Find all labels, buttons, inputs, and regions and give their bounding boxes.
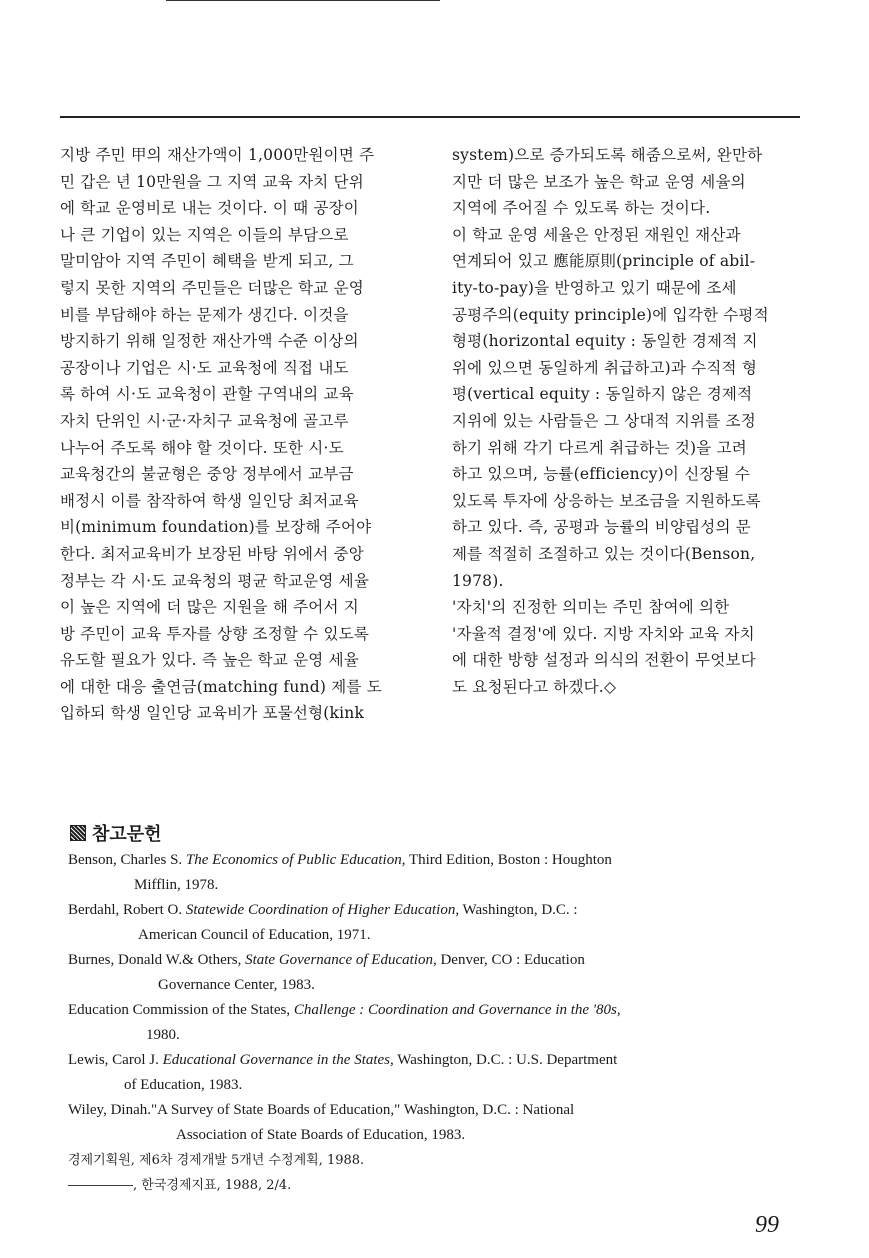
text-line: 도 요청된다고 하겠다.◇: [452, 677, 617, 696]
text-line: 하기 위해 각기 다르게 취급하는 것)을 고려: [452, 438, 747, 457]
text-line: 민 갑은 년 10만원을 그 지역 교육 자치 단위: [60, 172, 364, 191]
text-line: 공장이나 기업은 시·도 교육청에 직접 내도: [60, 358, 349, 377]
text-line: 형평(horizontal equity : 동일한 경제적 지: [452, 332, 758, 351]
text-line: 연계되어 있고 應能原則(principle of abil-: [452, 252, 756, 271]
text-line: 정부는 각 시·도 교육청의 평균 학교운영 세율: [60, 571, 370, 590]
reference-entry-korean: 경제기획원, 제6차 경제개발 5개년 수정계획, 1988.: [68, 1153, 365, 1168]
text-line: 하고 있으며, 능률(efficiency)이 신장될 수: [452, 465, 751, 484]
reference-entry: Education Commission of the States, Challenge : Coordination and Governance in the '80s, 1980.: [68, 1002, 621, 1043]
text-line: ity-to-pay)을 반영하고 있기 때문에 조세: [452, 278, 737, 297]
reference-entry: Lewis, Carol J. Educational Governance in the States, Washington, D.C. : U.S. Department of Education, 1983.: [68, 1052, 618, 1093]
text-line: 한다. 최저교육비가 보장된 바탕 위에서 중앙: [60, 544, 364, 563]
text-line: '자율적 결정'에 있다. 지방 자치와 교육 자치: [452, 624, 755, 643]
right-column: [452, 142, 800, 700]
left-column: [60, 142, 408, 727]
text-line: 입하되 학생 일인당 교육비가 포물선형(kink: [60, 704, 365, 723]
text-line: 배정시 이를 참작하여 학생 일인당 최저교육: [60, 491, 359, 510]
text-line: 렇지 못한 지역의 주민들은 더많은 학교 운영: [60, 278, 364, 297]
text-line: 말미암아 지역 주민이 혜택을 받게 되고, 그: [60, 252, 354, 271]
text-line: 있도록 투자에 상응하는 보조금을 지원하도록: [452, 491, 761, 510]
header-rule: [60, 116, 800, 118]
text-line: 나 큰 기업이 있는 지역은 이들의 부담으로: [60, 225, 349, 244]
text-line: 에 대한 방향 설정과 의식의 전환이 무엇보다: [452, 651, 756, 670]
reference-entry: Berdahl, Robert O. Statewide Coordination of Higher Education, Washington, D.C. : American Council of Education, 1971.: [68, 902, 578, 943]
text-line: 나누어 주도록 해야 할 것이다. 또한 시·도: [60, 438, 344, 457]
text-line: 방 주민이 교육 투자를 상향 조정할 수 있도록: [60, 624, 370, 643]
text-line: 지역에 주어질 수 있도록 하는 것이다.: [452, 199, 711, 218]
text-line: 하고 있다. 즉, 공평과 능률의 비양립성의 문: [452, 518, 751, 537]
text-line: system)으로 증가되도록 해줌으로써, 완만하: [452, 146, 763, 164]
text-line: 비를 부담해야 하는 문제가 생긴다. 이것을: [60, 305, 349, 324]
reference-entry: Wiley, Dinah."A Survey of State Boards of Education," Washington, D.C. : National Association of State Boards of Education, 1983.: [68, 1102, 575, 1143]
text-line: 1978).: [452, 571, 504, 590]
text-line: 이 학교 운영 세율은 안정된 재원인 재산과: [452, 225, 741, 244]
page-number: 99: [755, 1212, 779, 1238]
text-line: 교육청간의 불균형은 중앙 정부에서 교부금: [60, 465, 354, 484]
references-list: [68, 848, 788, 1198]
text-line: 이 높은 지역에 더 많은 지원을 해 주어서 지: [60, 598, 359, 617]
text-line: 에 학교 운영비로 내는 것이다. 이 때 공장이: [60, 199, 359, 218]
text-line: 평(vertical equity : 동일하지 않은 경제적: [452, 385, 753, 404]
top-rule: [166, 0, 440, 1]
text-line: '자치'의 진정한 의미는 주민 참여에 의한: [452, 598, 730, 617]
text-line: 자치 단위인 시·군·자치구 교육청에 골고루: [60, 411, 349, 430]
reference-entry: Burnes, Donald W.& Others, State Governance of Education, Denver, CO : Education Governance Center, 1983.: [68, 952, 585, 993]
reference-entry: Benson, Charles S. The Economics of Public Education, Third Edition, Boston : Houghton Mifflin, 1978.: [68, 852, 612, 893]
text-line: 지방 주민 甲의 재산가액이 1,000만원이면 주: [60, 146, 375, 164]
text-line: 유도할 필요가 있다. 즉 높은 학교 운영 세율: [60, 651, 359, 670]
references-heading-text: 참고문헌: [92, 824, 162, 845]
text-line: 지위에 있는 사람들은 그 상대적 지위를 조정: [452, 411, 756, 430]
text-line: 비(minimum foundation)를 보장해 주어야: [60, 518, 372, 537]
heading-marker-icon: [70, 825, 86, 841]
reference-entry-korean: ―――――, 한국경제지표, 1988, 2/4.: [68, 1178, 292, 1193]
text-line: 제를 적절히 조절하고 있는 것이다(Benson,: [452, 544, 756, 563]
text-line: 록 하여 시·도 교육청이 관할 구역내의 교육: [60, 385, 354, 404]
text-line: 위에 있으면 동일하게 취급하고)과 수직적 형: [452, 358, 757, 377]
text-line: 방지하기 위해 일정한 재산가액 수준 이상의: [60, 332, 359, 351]
references-heading: [70, 820, 162, 846]
text-line: 에 대한 대응 출연금(matching fund) 제를 도: [60, 677, 382, 696]
text-line: 공평주의(equity principle)에 입각한 수평적: [452, 305, 769, 324]
text-line: 지만 더 많은 보조가 높은 학교 운영 세율의: [452, 172, 746, 191]
